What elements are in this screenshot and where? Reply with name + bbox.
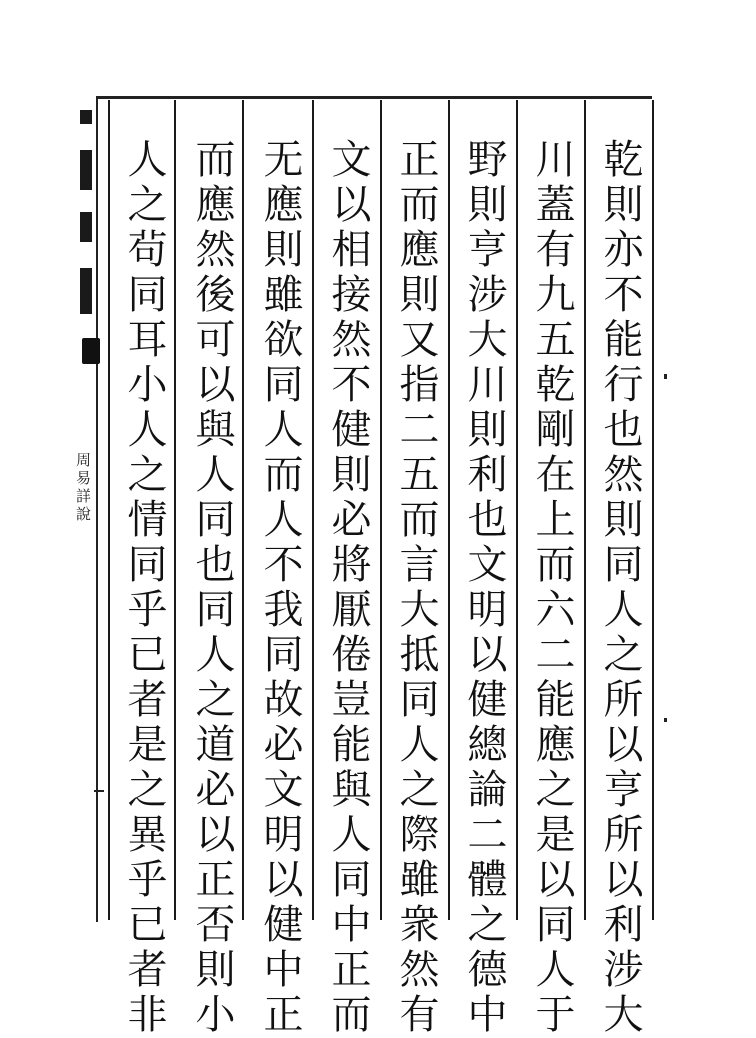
column-rule [652,100,654,920]
text-column-2: 川蓋有九五乾剛在上而六二能應之是以同人于 [529,138,575,1038]
text-column-3: 野則亨涉大川則利也文明以健總論二體之德中 [461,138,507,1038]
scan-speck [94,790,104,792]
text-column-1: 乾則亦不能行也然則同人之所以亨所以利涉大 [597,138,643,1038]
column-rule [108,100,110,920]
margin-fishtail-mark [80,212,92,242]
column-rule [448,100,450,920]
column-rule [174,100,176,920]
column-rule [242,100,244,920]
column-rule [584,100,586,920]
text-column-6: 无應則雖欲同人而人不我同故必文明以健中正 [257,138,303,1038]
text-column-7: 而應然後可以與人同也同人之道必以正否則小 [189,138,235,1038]
margin-black-tab [82,338,100,364]
column-rule [516,100,518,920]
text-column-8: 人之茍同耳小人之情同乎已者是之異乎已者非 [121,138,167,1038]
scan-speck [664,718,667,722]
text-column-4: 正而應則又指二五而言大抵同人之際雖衆然有 [393,138,439,1038]
margin-fishtail-mark [80,150,92,190]
margin-fishtail-mark [80,268,92,314]
column-rule [312,100,314,920]
margin-title: 周易詳說 [74,452,92,524]
text-column-5: 文以相接然不健則必將厭倦豈能與人同中正而 [325,138,371,1038]
margin-fishtail-mark [80,110,92,124]
scan-speck [664,374,667,379]
column-rule [380,100,382,920]
